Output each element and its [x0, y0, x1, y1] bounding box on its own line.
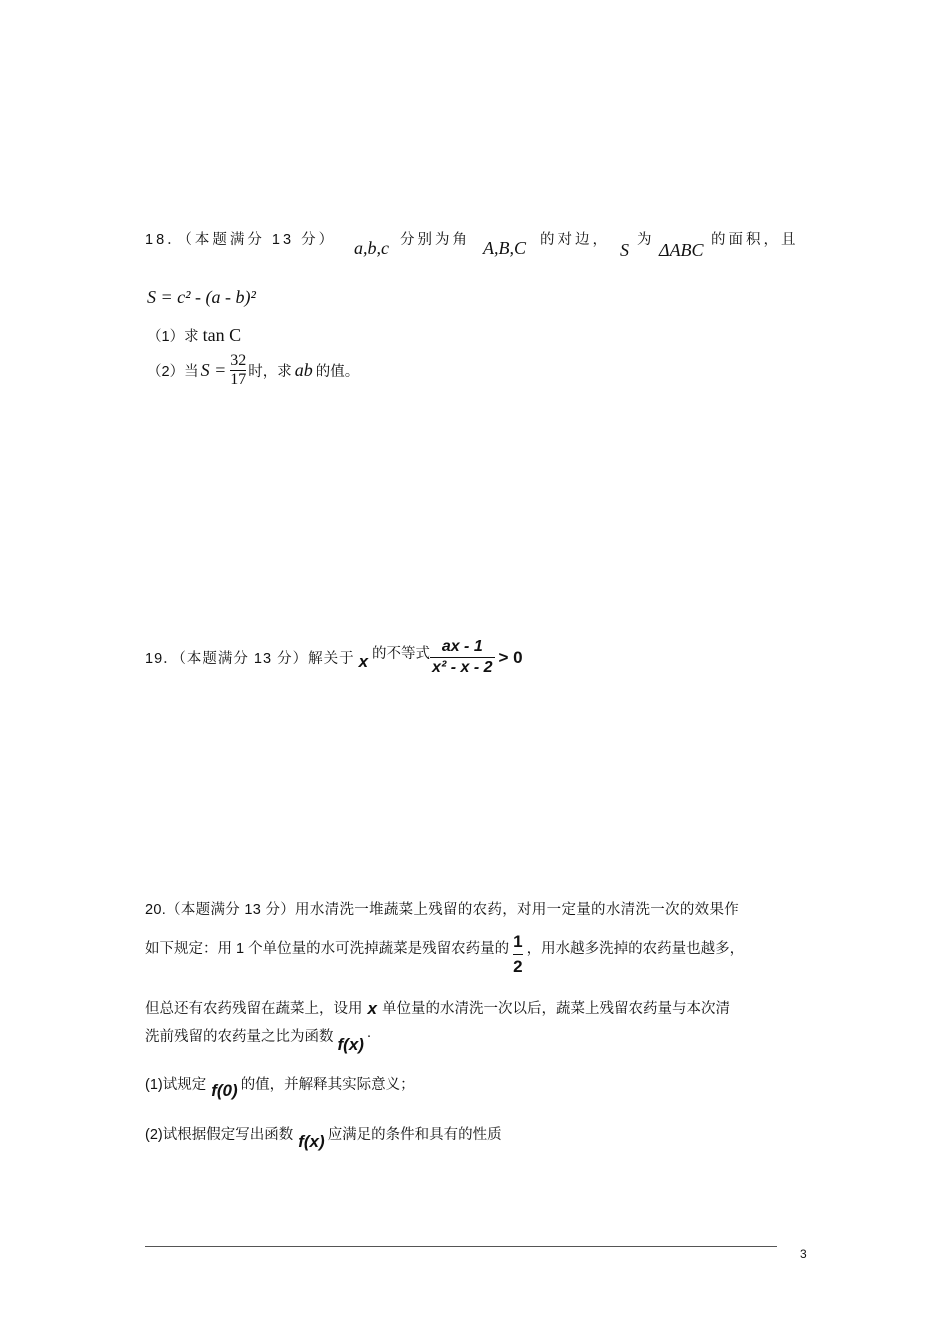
q20-line-1: 20.（本题满分 13 分）用水清洗一堆蔬菜上残留的农药，对用一定量的水清洗一次的效果作	[145, 902, 740, 918]
q18-part1	[147, 325, 241, 346]
q18-part1-label: （1）求	[147, 329, 199, 345]
q18-part2-denominator: 17	[230, 371, 247, 388]
q18-text-4: 的面积，且	[711, 232, 799, 248]
q20-line-3a: 但总还有农药残留在蔬菜上，设用	[145, 1000, 363, 1017]
q18-heading: 18．（本题满分 13 分）	[145, 232, 337, 248]
q19-heading: 19．（本题满分 13 分）解关于	[145, 651, 355, 667]
q20-half-fraction	[513, 932, 522, 977]
q18-part2-numerator: 32	[230, 352, 247, 369]
q20-fx: f(x)	[337, 1035, 364, 1054]
q18-part2-ab: ab	[294, 360, 313, 380]
q19-denominator: x² - x - 2	[432, 659, 493, 676]
q20-part1	[145, 1073, 415, 1101]
q19-relation: > 0	[498, 647, 523, 667]
q18-part2-label: （2）当	[147, 364, 199, 380]
q20-line-2	[145, 932, 744, 977]
q20-x: x	[367, 999, 377, 1018]
q19-numerator: ax - 1	[441, 638, 483, 655]
q19-x: x	[358, 651, 369, 671]
q20-line-4b: .	[366, 1025, 371, 1041]
q20-part2a: (2)试根据假定写出函数	[145, 1127, 294, 1143]
q18-vars-abc: a,b,c	[354, 238, 389, 258]
fraction-bar	[513, 954, 522, 955]
q20-part1a: (1)试规定	[145, 1077, 207, 1093]
q20-f0: f(0)	[211, 1081, 238, 1100]
q20-part2b: 应满足的条件和具有的性质	[327, 1127, 502, 1143]
q20-part2	[145, 1123, 502, 1152]
q18-part2	[147, 352, 359, 389]
q19	[145, 638, 523, 677]
q18-part2-fraction	[230, 352, 246, 389]
q20-part2-fx: f(x)	[298, 1132, 325, 1151]
q20-line-2b: ，用水越多洗掉的农药量也越多，	[526, 941, 745, 957]
q20-line-4a: 洗前残留的农药量之比为函数	[145, 1029, 334, 1045]
q18-text-1: 分别为角	[400, 232, 470, 248]
q20-line-3b: 单位量的水清洗一次以后，蔬菜上残留农药量与本次清	[381, 1000, 730, 1017]
fraction-bar	[430, 657, 494, 658]
q18-vars-ABC: A,B,C	[483, 238, 526, 258]
page-number: 3	[800, 1247, 807, 1261]
q19-text-1: 的不等式	[372, 646, 431, 662]
q18-part2-S: S =	[200, 360, 227, 380]
q18-formula: S = c² - (a - b)²	[147, 287, 256, 307]
q18-part2-text-2: 的值。	[315, 364, 360, 380]
q18-triangle: ΔABC	[659, 240, 704, 260]
q18-S: S	[620, 240, 629, 260]
q20-line-2a: 如下规定：用 1 个单位量的水可洗掉蔬菜是残留农药量的	[145, 941, 510, 957]
q20-part1b: 的值，并解释其实际意义；	[240, 1077, 415, 1093]
footer-divider	[145, 1246, 777, 1247]
q20-half-numerator: 1	[513, 932, 523, 951]
q18-part1-expr: tan C	[202, 325, 242, 345]
q18-text-3: 为	[637, 232, 655, 248]
q20-half-denominator: 2	[513, 957, 523, 976]
q20-line-4	[145, 1025, 371, 1055]
q18-text-2: 的对边，	[540, 232, 610, 248]
q18-part2-text-1: 时，求	[248, 364, 292, 380]
q20-line-3	[145, 995, 730, 1019]
q19-fraction	[430, 638, 494, 677]
